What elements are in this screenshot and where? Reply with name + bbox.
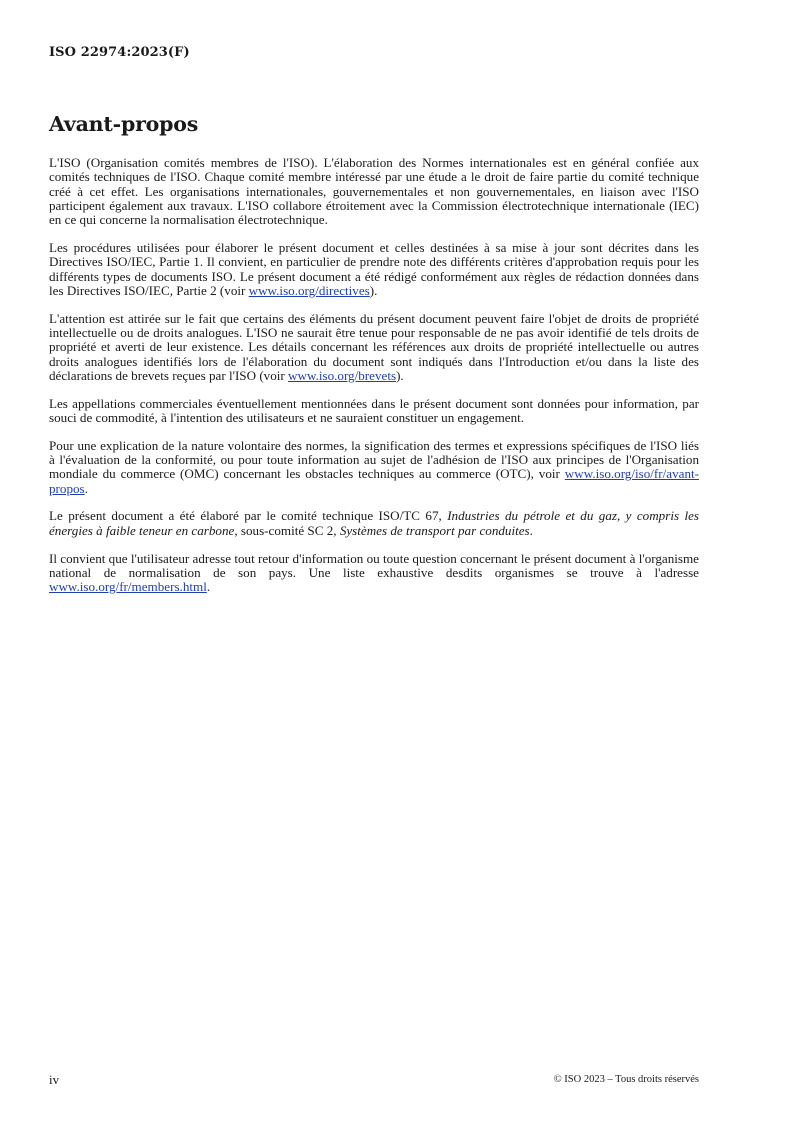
page-title: Avant-propos	[49, 112, 199, 136]
paragraph-procedures-end: ).	[369, 282, 378, 298]
subcommittee-name: Systèmes de transport par conduites	[339, 522, 530, 538]
foreword-info-link[interactable]: www.iso.org/iso/fr/avant-propos	[49, 466, 699, 496]
paragraph-feedback	[49, 552, 699, 595]
foreword-body	[49, 156, 699, 608]
paragraph-procedures-text: Les procédures utilisées pour élaborer le présent document et celles destinées à sa mise à jour sont décrites dans les Directives ISO/IEC, Partie 1. Il convient, en particulier de prendre note des différents critères d'approbation requis pour les différents types de documents ISO. Le présent document a été rédigé conformément aux règles de rédaction données dans les Directives ISO/IEC, Partie 2 (voir	[49, 239, 699, 298]
paragraph-voluntary-end: .	[84, 480, 88, 496]
paragraph-patents	[49, 312, 699, 383]
committee-text-e: .	[529, 522, 533, 538]
paragraph-voluntary-text: Pour une explication de la nature volontaire des normes, la signification des termes et expressions spécifiques de l'ISO liés à l'évaluation de la conformité, ou pour toute information au sujet de l'adhésion de l'ISO aux principes de l'Organisation mondiale du commerce (OMC) concernant les obstacles techniques au commerce (OTC), voir	[49, 437, 699, 482]
committee-text-c: , sous-comité SC 2,	[234, 522, 340, 538]
paragraph-feedback-end: .	[206, 579, 211, 595]
paragraph-procedures	[49, 241, 699, 298]
paragraph-committee	[49, 509, 699, 538]
paragraph-trade-names: Les appellations commerciales éventuellement mentionnées dans le présent document sont données pour information, par souci de commodité, à l'intention des utilisateurs et ne sauraient constituer un engagement.	[49, 395, 699, 425]
paragraph-patents-text: L'attention est attirée sur le fait que certains des éléments du présent document peuvent faire l'objet de droits de propriété intellectuelle ou de droits analogues. L'ISO ne saurait être tenue pour responsable de ne pas avoir identifié de tels droits de propriété et averti de leur existence. Les détails concernant les références aux droits de propriété intellectuelle ou autres droits analogues identifiés lors de l'élaboration du document sont indiqués dans l'Introduction et/ou dans la liste des déclarations de brevets reçues par l'ISO (voir	[49, 310, 699, 383]
document-id: ISO 22974:2023(F)	[49, 45, 190, 60]
paragraph-voluntary-nature	[49, 439, 699, 496]
paragraph-feedback-text: Il convient que l'utilisateur adresse tout retour d'information ou toute question concernant le présent document à l'organisme national de normalisation de son pays. Une liste exhaustive desdits organismes se trouve à l'adresse	[49, 550, 699, 580]
page-number: iv	[49, 1072, 60, 1087]
members-link[interactable]: www.iso.org/fr/members.html	[49, 579, 207, 595]
directives-link[interactable]: www.iso.org/directives	[248, 282, 370, 298]
copyright-notice: © ISO 2023 – Tous droits réservés	[553, 1074, 699, 1085]
committee-name: Industries du pétrole et du gaz, y compris les énergies à faible teneur en carbone	[49, 508, 700, 538]
committee-text-a: Le présent document a été élaboré par le comité technique ISO/TC 67,	[49, 508, 448, 524]
paragraph-iso-intro: L'ISO (Organisation comités membres de l'ISO). L'élaboration des Normes internationales est en général confiée aux comités techniques de l'ISO. Chaque comité membre intéressé par une étude a le droit de faire partie du comité technique créé à cet effet. Les organisations internationales, gouvernementales et non gouvernementales, en liaison avec l'ISO participent également aux travaux. L'ISO collabore étroitement avec la Commission électrotechnique internationale (IEC) en ce qui concerne la normalisation électrotechnique.	[49, 155, 699, 228]
paragraph-patents-end: ).	[396, 367, 404, 383]
patents-link[interactable]: www.iso.org/brevets	[288, 367, 397, 383]
